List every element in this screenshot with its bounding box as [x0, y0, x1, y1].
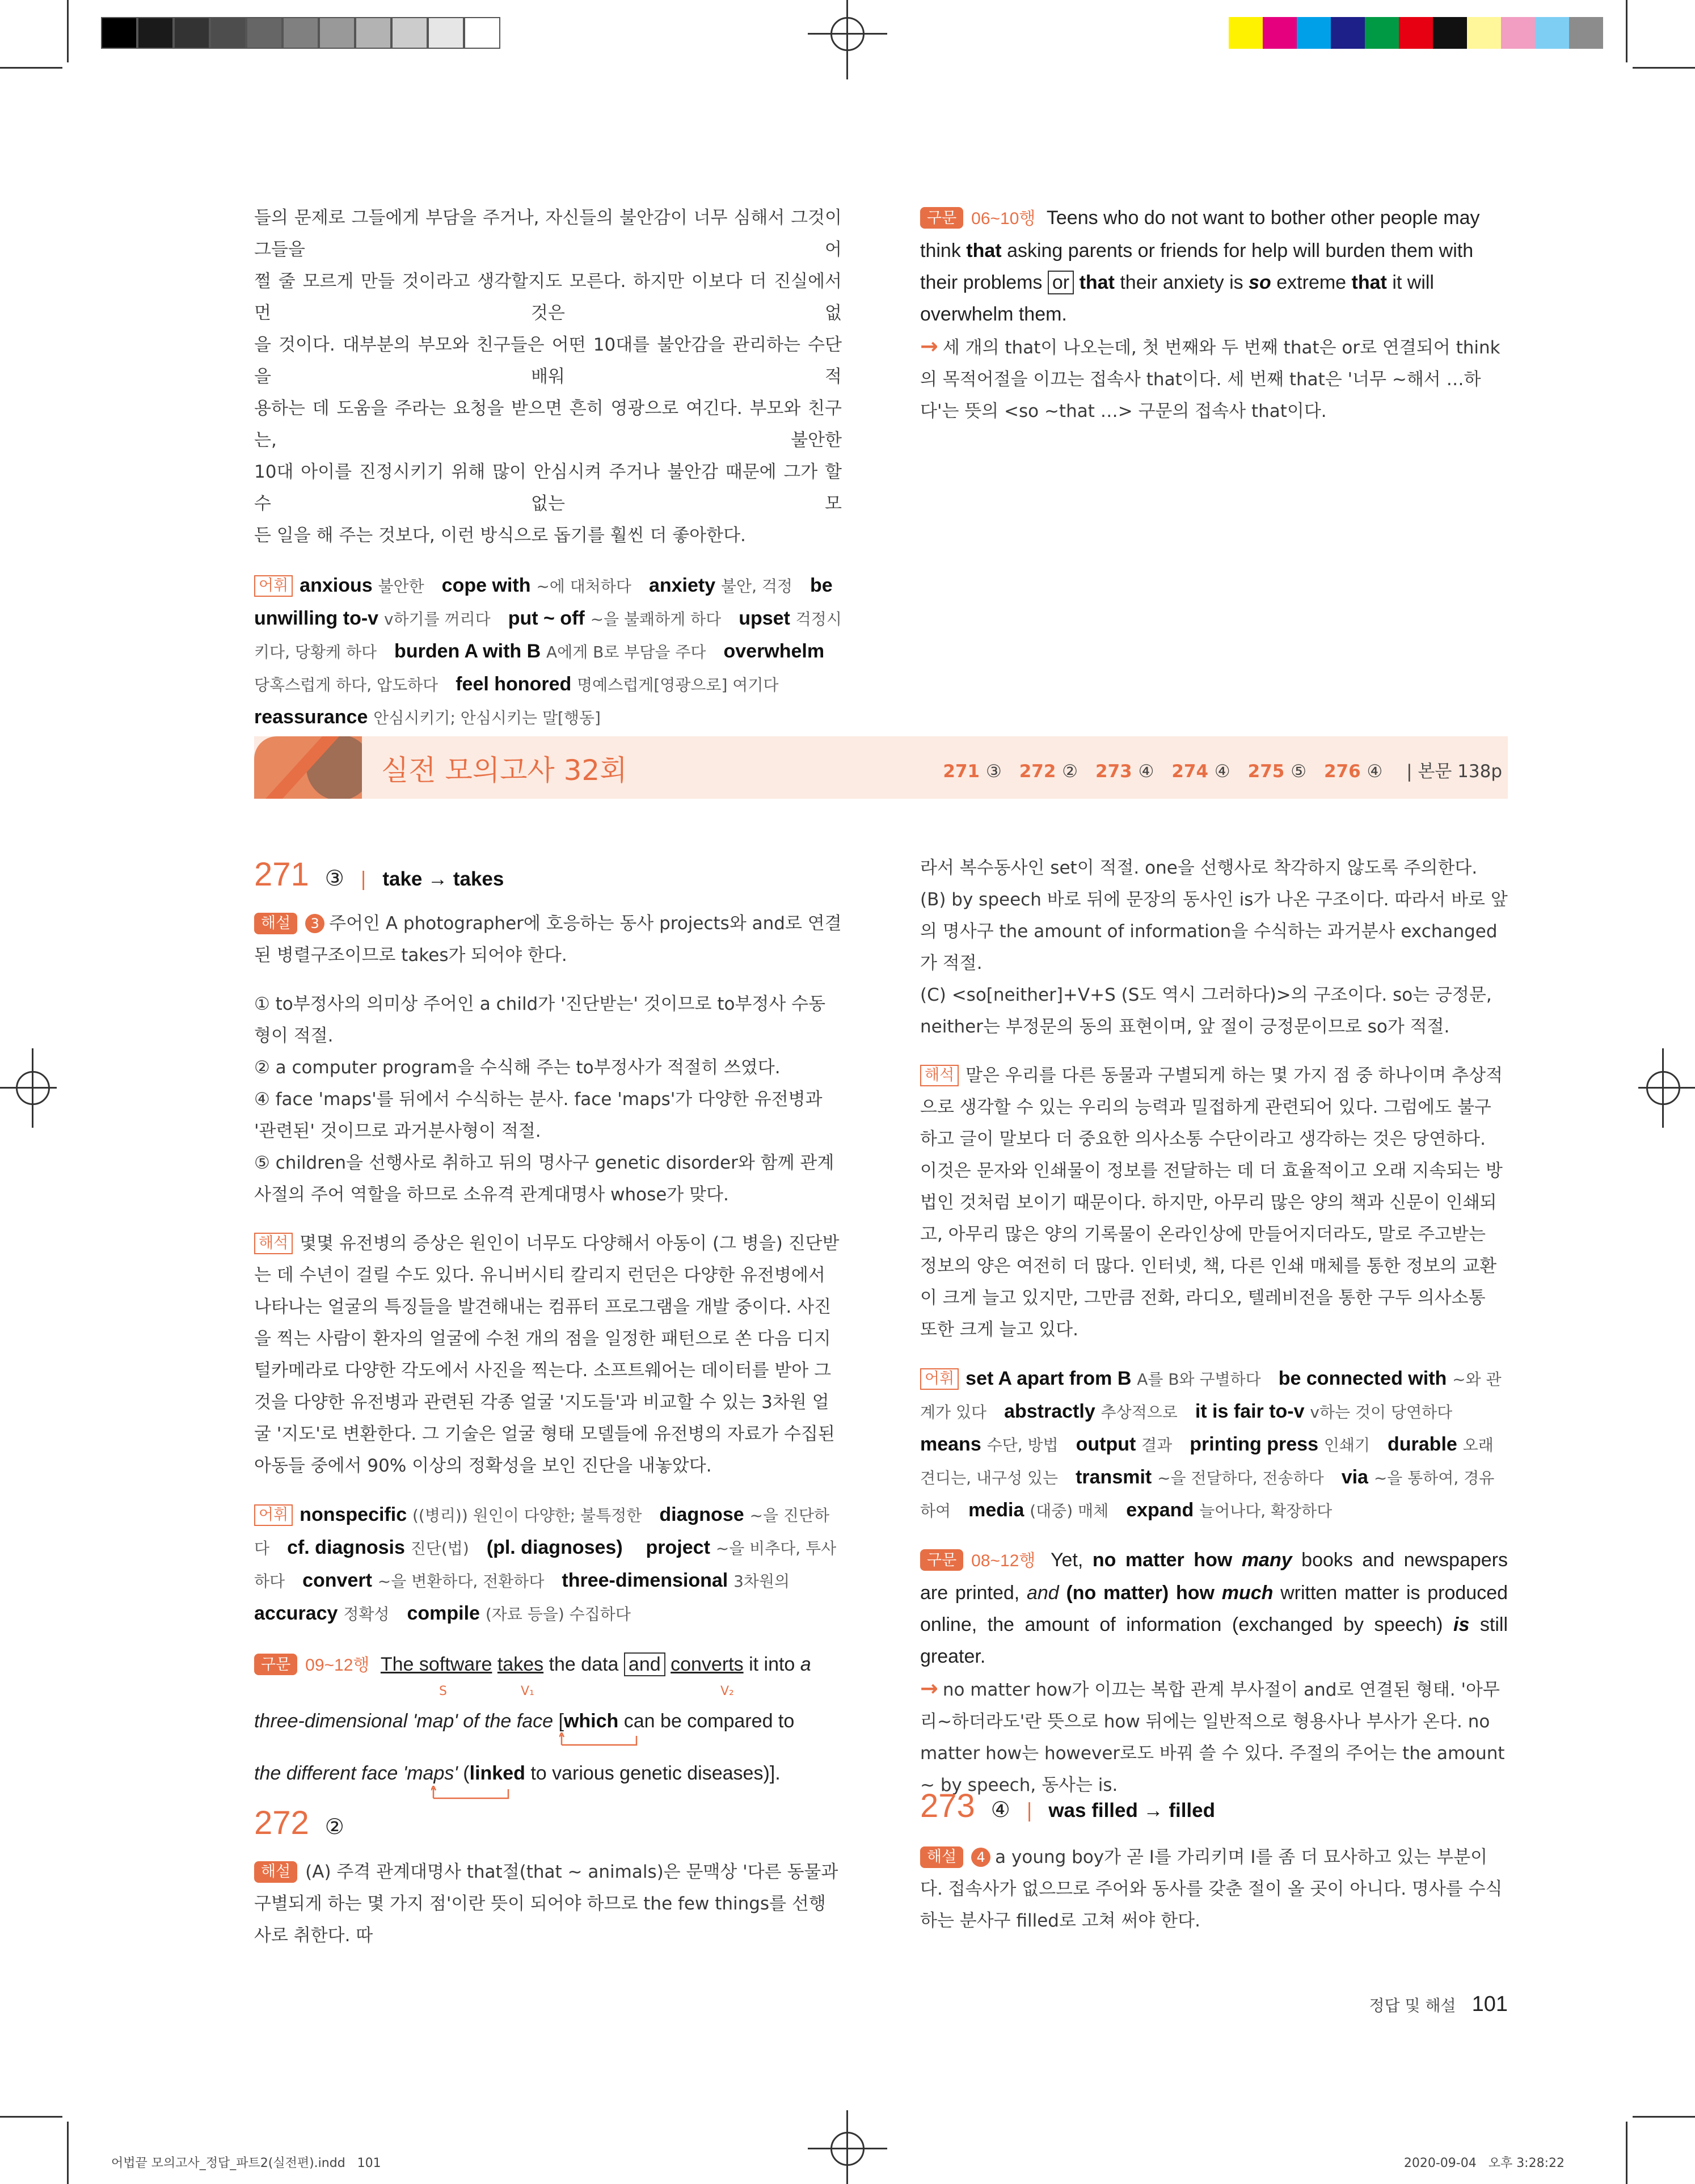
question-273-header — [920, 1787, 1215, 1825]
explanation-text: 주어인 A photographer에 호응하는 동사 projects와 and로 연결된 병렬구조이므로 takes가 되어야 한다. — [254, 913, 842, 965]
vocab-tag: 어휘 — [254, 1504, 293, 1526]
answer-choice: ② — [1062, 761, 1078, 782]
vocab-word: anxious — [300, 575, 373, 596]
sentence-part: to various genetic diseases)]. — [530, 1763, 781, 1784]
vocab-meaning: A를 B와 구별하다 — [1137, 1370, 1261, 1389]
vocab-word: diagnose — [659, 1504, 744, 1525]
explanation — [920, 1841, 1508, 1937]
syntax-note — [920, 1672, 1508, 1801]
answer-key — [943, 757, 1502, 782]
crop-mark — [1633, 67, 1695, 69]
answer-choice: ④ — [1214, 761, 1230, 782]
translation-line: 용하는 데 도움을 주라는 요청을 받으면 흔히 영광으로 여긴다. 부모와 친구는, 불안한 — [254, 398, 842, 450]
vocab-word: compile — [407, 1603, 480, 1624]
crop-mark — [67, 0, 69, 62]
vocab-meaning: v하는 것이 당연하다 — [1310, 1403, 1453, 1422]
syntax-analysis: 구문 09~12행 The software takes the data and converts it into a S V₁ V₂ three-dimensional 'map' of the face [which can be compared to the different face 'maps' (linked to various genetic diseases)]. — [254, 1647, 842, 1790]
vocab-word: media — [968, 1499, 1024, 1521]
sentence-part: it into — [749, 1654, 795, 1675]
vocab-word: three-dimensional — [562, 1570, 728, 1591]
gray-swatch — [210, 17, 246, 49]
vocab-block — [254, 570, 842, 734]
page-footer — [1369, 1992, 1508, 2017]
sentence-part: and — [1026, 1582, 1059, 1604]
crop-mark — [1633, 2116, 1695, 2118]
gray-swatch — [464, 17, 500, 49]
vocab-meaning: ~을 통하여, 경유하여 — [920, 1469, 1495, 1520]
crop-mark — [67, 2122, 69, 2184]
color-swatch — [1365, 17, 1399, 49]
syntax-sentence — [920, 202, 1508, 330]
sentence-part: a — [800, 1654, 811, 1675]
sentence-part: still greater. — [920, 1614, 1508, 1667]
vocab-word: upset — [739, 608, 790, 629]
answer-number: 274 — [1171, 761, 1209, 782]
highlight-much: much — [1221, 1582, 1274, 1604]
sentence-part: the data — [549, 1654, 619, 1675]
answer-circle-icon: 4 — [971, 1848, 990, 1867]
gray-swatch — [101, 17, 137, 49]
crop-mark — [0, 2116, 62, 2118]
verb-1: takes — [497, 1654, 544, 1675]
vocab-word: printing press — [1190, 1433, 1318, 1455]
prev-translation-block — [254, 202, 842, 734]
highlight-how: how — [1175, 1582, 1215, 1604]
print-timestamp: 2020-09-04 오후 3:28:22 — [1403, 2156, 1565, 2170]
vocab-meaning: v하기를 꺼리다 — [383, 610, 491, 629]
gray-swatch — [319, 17, 355, 49]
vocab-meaning: 진단(법) — [410, 1539, 469, 1558]
vocab-word: cope with — [441, 575, 531, 596]
highlight-that: that — [966, 240, 1002, 262]
vocab-meaning: 추상적으로 — [1101, 1403, 1178, 1422]
color-swatch — [1433, 17, 1467, 49]
gray-swatch — [246, 17, 282, 49]
vocab-meaning: ~와 관계가 있다 — [920, 1370, 1502, 1422]
vocab-meaning: (자료 등을) 수집하다 — [485, 1605, 631, 1624]
question-number: 271 — [254, 856, 309, 893]
vocab-meaning: ~을 진단하다 — [254, 1506, 830, 1558]
vocab-meaning: (대중) 매체 — [1030, 1502, 1109, 1520]
vocab-word: burden A with B — [394, 640, 541, 662]
vocab-word: reassurance — [254, 706, 368, 728]
vocab-word: (pl. diagnoses) — [486, 1537, 623, 1558]
vocab-meaning: 걱정시키다, 당황케 하다 — [254, 610, 842, 661]
highlight-that: that — [1079, 272, 1115, 293]
translation-text: 말은 우리를 다른 동물과 구별되게 하는 몇 가지 점 중 하나이며 추상적으로 생각할 수 있는 우리의 능력과 밀접하게 관련되어 있다. 그럼에도 불구하고 글이 말보다 더 중요한 의사소통 수단이라고 생각하는 것은 당연하다. 이것은 문자와 인쇄물이 정보를 전달하는 데 더 효율적이고 오래 지속되는 방법인 것처럼 보이기 때문이다. 하지만, 아무리 많은 양의 책과 신문이 인쇄되고, 아무리 많은 양의 기록물이 온라인상에 만들어지더라도, 말로 주고받는 정보의 양은 여전히 더 많다. 인터넷, 책, 다른 인쇄 매체를 통한 정보의 교환이 크게 늘고 있지만, 그만큼 전화, 라디오, 텔레비전을 통한 구두 의사소통 또한 크게 늘고 있다. — [920, 1065, 1503, 1340]
vocab-meaning: A에게 B로 부담을 주다 — [546, 643, 706, 661]
vocab-meaning: 정확성 — [343, 1605, 390, 1624]
vocab-word: via — [1341, 1466, 1368, 1488]
color-swatch — [1263, 17, 1297, 49]
color-swatch — [1229, 17, 1263, 49]
gray-swatch — [391, 17, 428, 49]
registration-mark-left — [0, 1048, 57, 1128]
vocab-meaning: ~에 대처하다 — [536, 577, 631, 596]
translation-tag: 해석 — [254, 1233, 293, 1254]
vocab-word: cf. diagnosis — [287, 1537, 405, 1558]
highlight-many: many — [1241, 1549, 1292, 1571]
answer-choice: ④ — [990, 1797, 1010, 1822]
vocab-word: it is fair to-v — [1195, 1401, 1305, 1422]
correction: take → takes — [382, 868, 504, 890]
translation-continued — [254, 202, 842, 551]
syntax-tag: 구문 — [920, 207, 963, 229]
vocab-word: transmit — [1076, 1466, 1152, 1488]
sentence-part: written matter is produced online, the amount of information (exchanged by speech) — [920, 1582, 1508, 1635]
vocab-word: be unwilling to-v — [254, 575, 833, 629]
vocab-word: feel honored — [456, 673, 572, 695]
arrow-icon: → — [920, 334, 938, 359]
boxed-and: and — [624, 1652, 665, 1676]
gray-swatch — [355, 17, 391, 49]
footer-label: 정답 및 해설 — [1369, 1996, 1456, 2015]
choice-note: ④ face 'maps'를 뒤에서 수식하는 분사. face 'maps'가 다양한 유전병과 '관련된' 것이므로 과거분사형이 적절. — [254, 1089, 823, 1141]
label-v2: V₂ — [720, 1684, 734, 1698]
highlight-linked: linked — [469, 1763, 525, 1784]
sentence-part: extreme — [1276, 272, 1347, 293]
explanation — [254, 908, 842, 971]
vocab-meaning: 3차원의 — [733, 1572, 790, 1591]
vocab-block — [920, 1363, 1508, 1527]
sentence-part: Teens who do not want to bother other people may think — [920, 207, 1480, 262]
sentence-part: Yet, — [1050, 1549, 1083, 1571]
vocab-meaning: ~을 전달하다, 전송하다 — [1157, 1469, 1324, 1487]
answer-number: 276 — [1323, 761, 1361, 782]
translation — [254, 1228, 842, 1482]
label-v1: V₁ — [521, 1684, 534, 1698]
question-273-body — [920, 1841, 1508, 1937]
vocab-word: means — [920, 1433, 981, 1455]
vocab-list — [254, 576, 842, 728]
question-272-header — [254, 1804, 344, 1842]
vocab-list — [254, 1505, 836, 1624]
highlight-so: so — [1249, 272, 1271, 293]
line-range: 06~10행 — [971, 209, 1036, 228]
color-swatch — [1535, 17, 1569, 49]
syntax-tag: 구문 — [920, 1549, 963, 1571]
gray-swatch — [137, 17, 174, 49]
divider: | — [1026, 1799, 1033, 1822]
explanation-text: (A) 주격 관계대명사 that절(that ~ animals)은 문맥상 '다른 동물과 구별되게 하는 몇 가지 점'이란 뜻이 되어야 하므로 the few things를 선행사로 취한다. 따 — [254, 1862, 838, 1946]
sentence-part: the different face 'maps' — [254, 1763, 458, 1784]
gray-swatch — [282, 17, 319, 49]
color-swatch — [1399, 17, 1433, 49]
explanation-continued: 라서 복수동사인 set이 적절. one을 선행사로 착각하지 않도록 주의한다. — [920, 858, 1478, 878]
answer-choice: ④ — [1138, 761, 1154, 782]
gray-swatch — [428, 17, 464, 49]
vocab-word: accuracy — [254, 1603, 338, 1624]
sentence-part: their anxiety is — [1120, 272, 1243, 293]
crop-mark — [1626, 2122, 1627, 2184]
vocab-meaning: 명예스럽게[영광으로] 여기다 — [577, 676, 779, 694]
registration-mark-right — [1638, 1048, 1695, 1128]
subject: The software — [380, 1654, 492, 1675]
vocab-list — [920, 1369, 1502, 1521]
highlight-is: is — [1453, 1614, 1470, 1635]
vocab-meaning: ~을 불쾌하게 하다 — [590, 610, 722, 629]
sentence-part: three-dimensional 'map' of the face — [254, 1710, 554, 1732]
registration-mark-top — [808, 0, 887, 79]
vocab-meaning: 늘어나다, 확장하다 — [1199, 1502, 1333, 1520]
page-number: 101 — [1471, 1992, 1508, 2016]
choice-note: ① to부정사의 의미상 주어인 a child가 '진단받는' 것이므로 to부정사 수동형이 적절. — [254, 994, 826, 1046]
correction: was filled → filled — [1048, 1799, 1215, 1822]
vocab-meaning: ((병리)) 원인이 다양한; 불특정한 — [412, 1506, 642, 1525]
prev-syntax-block — [920, 202, 1508, 427]
answer-choice: ④ — [1367, 761, 1383, 782]
answer-number: 272 — [1019, 761, 1056, 782]
answer-choice: ⑤ — [1291, 761, 1306, 782]
modifier-arrow-icon — [559, 1732, 639, 1747]
highlight-which: which — [563, 1710, 619, 1732]
color-swatch — [1297, 17, 1331, 49]
line-range: 09~12행 — [305, 1656, 370, 1675]
translation — [920, 1060, 1508, 1346]
explanation-c: (C) <so[neither]+V+S (S도 역시 그러하다)>의 구조이다. so는 긍정문, neither는 부정문의 동의 표현이며, 앞 절이 긍정문이므로 so가 적절. — [920, 985, 1492, 1037]
explanation-tag: 해설 — [254, 913, 297, 934]
explanation — [254, 1856, 842, 1951]
color-swatch — [1467, 17, 1501, 49]
vocab-meaning: 오래 견디는, 내구성 있는 — [920, 1436, 1494, 1487]
vocab-meaning: 불안, 걱정 — [720, 577, 792, 596]
vocab-word: output — [1076, 1433, 1136, 1455]
translation-line: 들의 문제로 그들에게 부담을 주거나, 자신들의 불안감이 너무 심해서 그것이 그들을 어 — [254, 208, 842, 260]
vocab-tag: 어휘 — [254, 575, 293, 597]
verb-2: converts — [671, 1654, 744, 1675]
question-271-body — [254, 908, 842, 1790]
syntax-labels — [254, 1683, 842, 1701]
answer-circle-icon: 3 — [305, 914, 324, 933]
explanation-b: (B) by speech 바로 뒤에 문장의 동사인 is가 나온 구조이다. 따라서 바로 앞의 명사구 the amount of information을 수식하는 과거분사 exchanged가 적절. — [920, 889, 1508, 973]
vocab-block — [254, 1499, 842, 1630]
answer-number: 273 — [1095, 761, 1132, 782]
color-swatch — [1501, 17, 1535, 49]
vocab-meaning: 안심시키기; 안심시키는 말[행동] — [373, 709, 601, 727]
vocab-word: be connected with — [1278, 1368, 1447, 1389]
highlight-no-matter-how: no matter how — [1092, 1549, 1233, 1571]
vocab-word: overwhelm — [723, 640, 825, 662]
sentence-part: asking parents or friends for help will burden them with their problems — [920, 240, 1474, 293]
note-text: no matter how가 이끄는 복합 관계 부사절이 and로 연결된 형태. '아무리~하더라도'란 뜻으로 how 뒤에는 일반적으로 형용사나 부사가 온다. no matter how는 however로도 바꿔 쓸 수 있다. 주절의 주어는 the amount ~ by speech, 동사는 is. — [920, 1680, 1505, 1795]
syntax-tag: 구문 — [254, 1654, 297, 1675]
sentence-part: it will overwhelm them. — [920, 272, 1434, 325]
explanation-tag: 해설 — [920, 1846, 963, 1868]
translation-line: 을 것이다. 대부분의 부모와 친구들은 어떤 10대를 불안감을 관리하는 수단을 배워 적 — [254, 335, 842, 387]
arrow-icon: → — [920, 1676, 938, 1701]
vocab-word: project — [646, 1537, 710, 1558]
registration-mark-bottom — [808, 2110, 887, 2184]
vocab-meaning: ~을 변환하다, 전환하다 — [377, 1572, 545, 1591]
syntax-note — [920, 330, 1508, 427]
page-ref: 본문 138p — [1418, 761, 1502, 782]
crop-mark — [1626, 0, 1627, 62]
label-s: S — [439, 1684, 447, 1698]
color-swatch — [1569, 17, 1603, 49]
translation-tag: 해석 — [920, 1065, 959, 1086]
explanation-text: a young boy가 곧 I를 가리키며 I를 좀 더 묘사하고 있는 부분이다. 접속사가 없으므로 주어와 동사를 갖춘 절이 올 곳이 아니다. 명사를 수식하는 분사구 filled로 고쳐 써야 한다. — [920, 1847, 1503, 1931]
color-swatch — [1331, 17, 1365, 49]
choice-notes — [254, 988, 842, 1211]
vocab-word: nonspecific — [300, 1504, 407, 1525]
vocab-word: set A apart from B — [965, 1368, 1132, 1389]
choice-note: ② a computer program을 수식해 주는 to부정사가 적절히 쓰였다. — [254, 1057, 781, 1078]
print-file-info: 어법끝 모의고사_정답_파트2(실전편).indd 101 — [111, 2156, 381, 2170]
line-range: 08~12행 — [971, 1551, 1036, 1570]
explanation-tag: 해설 — [254, 1861, 297, 1883]
divider: | — [360, 868, 367, 891]
translation-line: 10대 아이를 진정시키기 위해 많이 안심시켜 주거나 불안감 때문에 그가 할 수 없는 모 — [254, 462, 842, 514]
translation-line: 쩔 줄 모르게 만들 것이라고 생각할지도 모른다. 하지만 이보다 더 진실에서 먼 것은 없 — [254, 271, 842, 323]
vocab-tag: 어휘 — [920, 1368, 959, 1390]
vocab-word: anxiety — [648, 575, 716, 596]
vocab-word: abstractly — [1004, 1401, 1095, 1422]
answer-choice: ③ — [985, 761, 1002, 782]
question-271-header — [254, 855, 504, 893]
sentence-part: can be compared to — [623, 1710, 795, 1732]
section-title: 실전 모의고사 32회 — [381, 754, 627, 787]
vocab-meaning: 불안한 — [378, 577, 424, 596]
modifier-arrow-icon — [431, 1786, 511, 1801]
question-272-body — [254, 1856, 842, 1951]
syntax-sentence — [920, 1544, 1508, 1672]
answer-choice: ③ — [324, 866, 344, 891]
vocab-word: convert — [302, 1570, 372, 1591]
vocab-meaning: 당혹스럽게 하다, 압도하다 — [254, 676, 438, 694]
boxed-or: or — [1048, 271, 1074, 294]
sentence-part: books and newspapers are printed, — [920, 1549, 1508, 1604]
vocab-meaning: ~을 비추다, 투사하다 — [254, 1539, 837, 1591]
highlight-no-matter: (no matter) — [1066, 1582, 1169, 1604]
answer-choice: ② — [324, 1814, 344, 1839]
divider: | — [1406, 761, 1418, 782]
vocab-word: put ~ off — [508, 608, 585, 629]
question-number: 273 — [920, 1787, 975, 1824]
note-text: 세 개의 that이 나오는데, 첫 번째와 두 번째 that은 or로 연결되어 think의 목적어절을 이끄는 접속사 that이다. 세 번째 that은 '너무 ~해서 …하다'는 뜻의 <so ~that …> 구문의 접속사 that이다. — [920, 338, 1500, 421]
crop-mark — [0, 67, 62, 69]
vocab-meaning: 인쇄기 — [1323, 1436, 1370, 1454]
translation-line: 든 일을 해 주는 것보다, 이런 방식으로 돕기를 훨씬 더 좋아한다. — [254, 525, 746, 546]
vocab-meaning: 결과 — [1141, 1436, 1173, 1454]
translation-text: 몇몇 유전병의 증상은 원인이 너무도 다양해서 아동이 (그 병을) 진단받는 데 수년이 걸릴 수도 있다. 유니버시티 칼리지 런던은 다양한 유전병에서 나타나는 얼굴의 특징들을 발견해내는 컴퓨터 프로그램을 개발 중이다. 사진을 찍는 사람이 환자의 얼굴에 수천 개의 점을 일정한 패턴으로 쏜 다음 디지털카메라로 다양한 각도에서 사진을 찍는다. 소프트웨어는 데이터를 받아 그것을 다양한 유전병과 관련된 각종 얼굴 '지도들'과 비교할 수 있는 3차원 얼굴 '지도'로 변환한다. 그 기술은 얼굴 형태 모델들에 유전병의 자료가 수집된 아동들 중에서 90% 이상의 정확성을 보인 진단을 내놓았다. — [254, 1233, 840, 1476]
vocab-word: expand — [1126, 1499, 1194, 1521]
highlight-that: that — [1351, 272, 1387, 293]
vocab-word: durable — [1388, 1433, 1457, 1455]
gray-swatch — [174, 17, 210, 49]
answer-number: 275 — [1247, 761, 1285, 782]
question-number: 272 — [254, 1804, 309, 1841]
section-logo-icon — [254, 736, 362, 799]
choice-note: ⑤ children을 선행사로 취하고 뒤의 명사구 genetic disorder와 함께 관계사절의 주어 역할을 하므로 소유격 관계대명사 whose가 맞다. — [254, 1153, 834, 1205]
answer-number: 271 — [943, 761, 980, 782]
question-272-continued — [920, 852, 1508, 1801]
vocab-meaning: 수단, 방법 — [986, 1436, 1059, 1454]
